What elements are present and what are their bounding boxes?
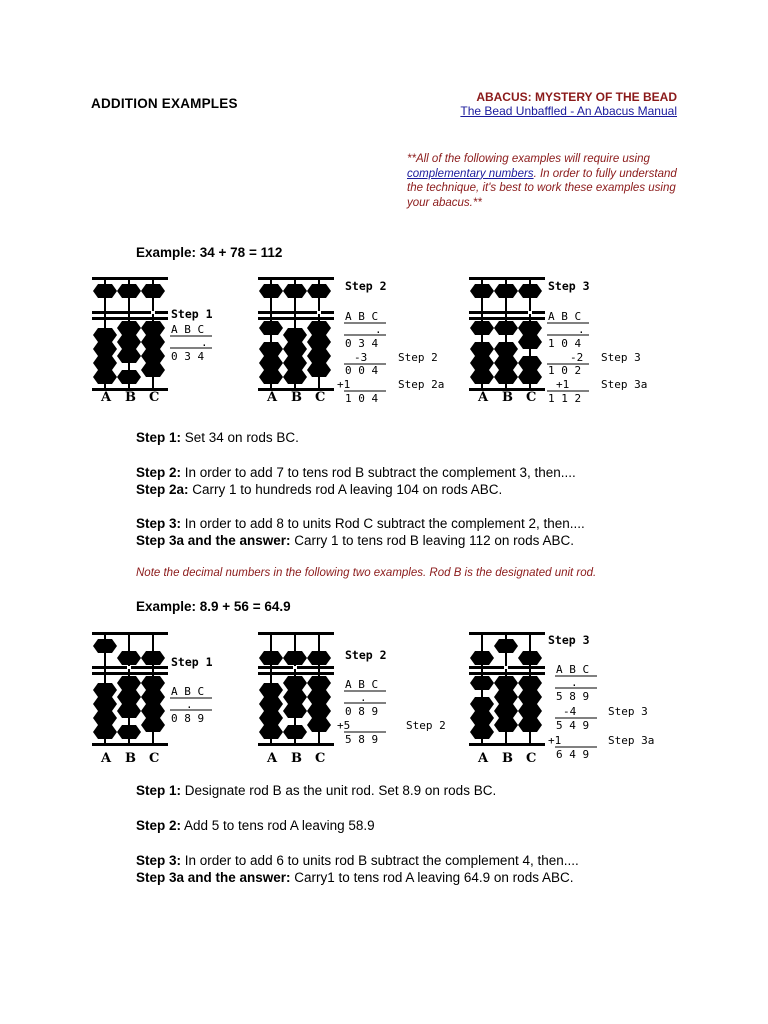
note-step2a: Step 2a xyxy=(398,378,445,391)
rod-label-b: B xyxy=(291,390,302,405)
step1-label: Step 1 xyxy=(171,655,213,669)
decimal-dot: . xyxy=(571,676,578,689)
ex1-step2a xyxy=(136,481,696,498)
decimal-dot: . xyxy=(375,323,382,336)
step-label: Step 3a and the answer: xyxy=(136,533,291,548)
rod-label-c: C xyxy=(315,390,326,405)
abacus-step1 xyxy=(92,632,168,766)
step-text: Set 34 on rods BC. xyxy=(181,430,299,445)
manual-link[interactable]: The Bead Unbaffled - An Abacus Manual xyxy=(460,104,677,118)
step-text: Add 5 to tens rod A leaving 58.9 xyxy=(181,818,375,833)
note-step3: Step 3 xyxy=(608,705,648,718)
carry: +1 xyxy=(337,378,351,391)
value: 0 8 9 xyxy=(171,712,205,725)
col-header: A B C xyxy=(345,310,379,323)
rod-label-b: B xyxy=(125,390,136,405)
complementary-numbers-link[interactable]: complementary numbers xyxy=(407,167,534,180)
step1-label: Step 1 xyxy=(171,307,213,321)
step3-label: Step 3 xyxy=(548,279,590,293)
step-label: Step 2a: xyxy=(136,482,189,497)
abacus-step3 xyxy=(469,632,545,766)
ex1-step2 xyxy=(136,464,696,481)
step-text: Designate rod B as the unit rod. Set 8.9 on rods BC. xyxy=(181,783,497,798)
note-step3a: Step 3a xyxy=(601,378,648,391)
rod-label-a: A xyxy=(267,751,278,766)
carry: +1 xyxy=(556,378,570,391)
page-title: ADDITION EXAMPLES xyxy=(91,96,238,111)
ex1-step1 xyxy=(136,429,696,446)
result: 6 4 9 xyxy=(556,748,590,761)
rod-label-c: C xyxy=(149,390,160,405)
ex2-step3 xyxy=(136,852,696,869)
decimal-dot: . xyxy=(201,336,208,349)
carry: +1 xyxy=(548,734,562,747)
value: 0 3 4 xyxy=(345,337,379,350)
example-1-title: Example: 34 + 78 = 112 xyxy=(136,245,283,260)
col-header: A B C xyxy=(171,323,205,336)
ex2-step2 xyxy=(136,817,696,834)
ex1-step3 xyxy=(136,515,696,532)
subtract: -2 xyxy=(570,351,584,364)
note-step2: Step 2 xyxy=(398,351,438,364)
rod-label-b: B xyxy=(502,390,513,405)
rod-label-c: C xyxy=(526,390,537,405)
col-header: A B C xyxy=(556,663,590,676)
decimal-dot: . xyxy=(360,691,367,704)
ex2-step3a xyxy=(136,869,696,886)
col-header: A B C xyxy=(548,310,582,323)
step-text: In order to add 7 to tens rod B subtract the complement 3, then.... xyxy=(181,465,576,480)
mid-value: 5 4 9 xyxy=(556,719,590,732)
step-label: Step 1: xyxy=(136,783,182,798)
rod-label-a: A xyxy=(101,751,112,766)
ex1-step3a xyxy=(136,532,696,549)
add: +5 xyxy=(337,719,351,732)
step-label: Step 2: xyxy=(136,465,182,480)
step2-label: Step 2 xyxy=(345,648,387,662)
note-step2: Step 2 xyxy=(406,719,446,732)
rod-label-b: B xyxy=(502,751,513,766)
value: 5 8 9 xyxy=(556,690,590,703)
col-header: A B C xyxy=(345,678,379,691)
step-text: Carry1 to tens rod A leaving 64.9 on rods ABC. xyxy=(290,870,574,885)
abacus-step2 xyxy=(258,277,334,405)
rod-label-b: B xyxy=(125,751,136,766)
step-text: In order to add 8 to units Rod C subtract the complement 2, then.... xyxy=(181,516,585,531)
rod-label-a: A xyxy=(101,390,112,405)
result: 1 1 2 xyxy=(548,392,582,405)
step3-label: Step 3 xyxy=(548,633,590,647)
step-label: Step 3a and the answer: xyxy=(136,870,291,885)
intro-note-prefix: **All of the following examples will require using xyxy=(407,153,650,165)
step-label: Step 1: xyxy=(136,430,182,445)
step-label: Step 3: xyxy=(136,853,182,868)
step-label: Step 2: xyxy=(136,818,182,833)
intro-note xyxy=(407,152,692,210)
abacus-step2 xyxy=(258,632,334,766)
mid-value: 1 0 2 xyxy=(548,364,582,377)
decimal-dot: . xyxy=(578,323,585,336)
intro-note-suffix: . In order to fully understand the technique, it's best to work these examples using your abacus.** xyxy=(407,167,677,209)
rod-label-c: C xyxy=(149,751,160,766)
result: 1 0 4 xyxy=(345,392,379,405)
step-text: In order to add 6 to units rod B subtract the complement 4, then.... xyxy=(181,853,579,868)
step-text: Carry 1 to hundreds rod A leaving 104 on rods ABC. xyxy=(188,482,503,497)
step-text: Carry 1 to tens rod B leaving 112 on rods ABC. xyxy=(290,533,574,548)
col-header: A B C xyxy=(171,685,205,698)
mid-value: 0 0 4 xyxy=(345,364,379,377)
rod-label-b: B xyxy=(291,751,302,766)
rod-label-a: A xyxy=(478,751,489,766)
value: 0 8 9 xyxy=(345,705,379,718)
step-label: Step 3: xyxy=(136,516,182,531)
example-1-figure xyxy=(0,270,768,412)
note-step3: Step 3 xyxy=(601,351,641,364)
book-title: ABACUS: MYSTERY OF THE BEAD xyxy=(476,90,677,104)
example-2-figure xyxy=(0,625,768,770)
subtract: -3 xyxy=(354,351,368,364)
abacus-step1 xyxy=(92,277,168,405)
value: 1 0 4 xyxy=(548,337,582,350)
rod-label-a: A xyxy=(478,390,489,405)
ex2-step1 xyxy=(136,782,696,799)
abacus-step3 xyxy=(469,277,545,405)
decimal-note: Note the decimal numbers in the following two examples. Rod B is the designated unit rod. xyxy=(136,567,597,579)
rod-label-a: A xyxy=(267,390,278,405)
example-2-title: Example: 8.9 + 56 = 64.9 xyxy=(136,599,291,614)
note-step3a: Step 3a xyxy=(608,734,655,747)
rod-label-c: C xyxy=(315,751,326,766)
decimal-dot: . xyxy=(186,698,193,711)
result: 5 8 9 xyxy=(345,733,379,746)
subtract: -4 xyxy=(563,705,577,718)
rod-label-c: C xyxy=(526,751,537,766)
step2-label: Step 2 xyxy=(345,279,387,293)
value: 0 3 4 xyxy=(171,350,205,363)
